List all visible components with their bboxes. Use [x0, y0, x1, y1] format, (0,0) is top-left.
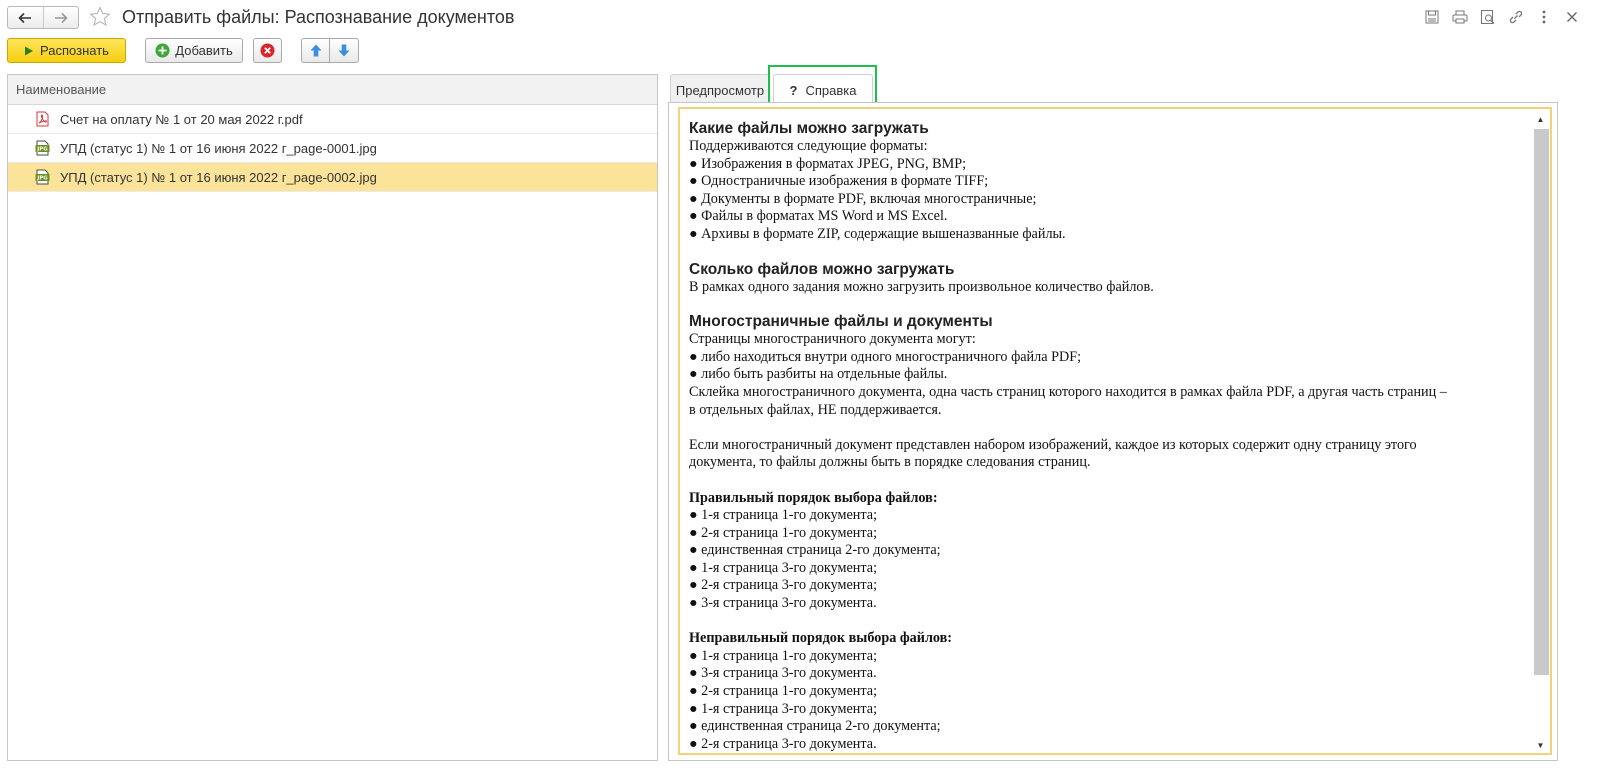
help-panel [668, 102, 1558, 761]
link-icon[interactable] [1507, 8, 1525, 26]
more-icon[interactable] [1535, 8, 1553, 26]
tab-help-label: Справка [805, 82, 857, 98]
help-list-item: ● 1-я страница 3-го документа; [689, 700, 878, 717]
move-down-button[interactable] [329, 38, 359, 63]
window-title: Отправить файлы: Распознавание документов [122, 7, 515, 27]
section-title: Многостраничные файлы и документы [689, 313, 993, 331]
recognize-label: Распознать [40, 43, 109, 58]
move-up-button[interactable] [301, 38, 330, 63]
help-document[interactable] [678, 107, 1552, 755]
navigation-buttons [7, 6, 79, 29]
help-text: Если многостраничный документ представлен набором изображений, каждое из которых содержит одну страницу этого [689, 436, 1417, 453]
vertical-scrollbar[interactable] [1533, 113, 1548, 751]
arrow-right-icon [54, 12, 68, 24]
help-list-item: ● 1-я страница 1-го документа; [689, 647, 878, 664]
subsection-title [689, 490, 1527, 508]
svg-text:JPG: JPG [36, 146, 48, 153]
title-bar [0, 0, 1601, 36]
back-button[interactable] [8, 7, 43, 28]
help-list-item: ● Файлы в форматах MS Word и MS Excel. [689, 208, 948, 225]
preview-icon[interactable] [1479, 8, 1497, 26]
forward-button[interactable] [43, 7, 78, 28]
help-list-item: ● 3-я страница 3-го документа. [689, 665, 877, 682]
section-title: Какие файлы можно загружать [689, 120, 929, 137]
add-label: Добавить [175, 43, 233, 58]
column-header-name[interactable]: Наименование [8, 75, 657, 105]
file-name: УПД (статус 1) № 1 от 16 июня 2022 г_page-0002.jpg [60, 169, 377, 185]
arrow-down-icon [338, 44, 350, 57]
subsection-title [689, 630, 1527, 648]
scroll-down-icon[interactable]: ▼ [1536, 740, 1545, 750]
scroll-thumb[interactable] [1534, 129, 1549, 675]
right-tabs [668, 74, 1558, 103]
delete-icon [260, 43, 275, 58]
delete-button[interactable] [253, 38, 282, 63]
add-icon [155, 43, 170, 58]
help-content [689, 119, 1527, 753]
list-item[interactable] [8, 134, 657, 163]
favorite-star-icon[interactable] [88, 5, 112, 29]
help-text: В рамках одного задания можно загрузить произвольное количество файлов. [689, 278, 1154, 295]
help-list-item: ● 2-я страница 3-го документа; [689, 577, 878, 594]
help-list-item: ● 1-я страница 1-го документа; [689, 507, 878, 524]
command-bar [0, 37, 1601, 65]
arrow-up-icon [310, 44, 322, 57]
help-text: Поддерживаются следующие форматы: [689, 138, 928, 154]
help-list-item: ● 1-я страница 3-го документа; [689, 559, 878, 576]
help-list-item: ● 2-я страница 1-го документа; [689, 683, 878, 700]
scroll-up-icon[interactable]: ▲ [1536, 114, 1545, 124]
recognize-button[interactable] [7, 38, 126, 63]
arrow-left-icon [18, 12, 32, 24]
help-list-item: ● 2-я страница 1-го документа; [689, 524, 878, 541]
file-list [7, 74, 658, 761]
help-list-item: ● Одностраничные изображения в формате TIFF; [689, 173, 989, 190]
help-text: Страницы многостраничного документа могут: [689, 331, 976, 348]
help-list-item: ● единственная страница 2-го документа; [689, 718, 941, 735]
play-icon [24, 46, 34, 56]
wrong-order-title: Неправильный порядок выбора файлов: [689, 630, 953, 647]
add-button[interactable] [145, 38, 243, 63]
help-text: в отдельных файлах, НЕ поддерживается. [689, 401, 942, 418]
svg-text:JPG: JPG [36, 175, 48, 182]
help-text: документа, то файлы должны быть в порядке следования страниц. [689, 454, 1091, 471]
help-icon: ? [789, 82, 798, 98]
correct-order-title: Правильный порядок выбора файлов: [689, 489, 938, 506]
help-list-item: ● Архивы в формате ZIP, содержащие вышеназванные файлы. [689, 225, 1066, 242]
window-toolbar [1423, 8, 1581, 26]
tab-preview[interactable]: Предпросмотр [670, 74, 770, 103]
print-icon[interactable] [1451, 8, 1469, 26]
help-list-item: ● либо быть разбиты на отдельные файлы. [689, 366, 948, 383]
help-list-item: ● 3-я страница 3-го документа. [689, 595, 877, 612]
save-icon[interactable] [1423, 8, 1441, 26]
list-item-selected[interactable] [8, 163, 657, 192]
file-name: УПД (статус 1) № 1 от 16 июня 2022 г_page-0001.jpg [60, 140, 377, 156]
help-list-item: ● либо находиться внутри одного многостраничного файла PDF; [689, 348, 1082, 365]
pdf-file-icon [34, 111, 50, 127]
close-icon[interactable] [1563, 8, 1581, 26]
help-list-item: ● единственная страница 2-го документа; [689, 542, 941, 559]
file-name: Счет на оплату № 1 от 20 мая 2022 г.pdf [60, 111, 303, 127]
tab-help[interactable] [773, 74, 873, 103]
jpg-file-icon [34, 140, 50, 156]
list-item[interactable] [8, 105, 657, 134]
help-list-item: ● 2-я страница 3-го документа. [689, 735, 877, 752]
help-list-item: ● Документы в формате PDF, включая многостраничные; [689, 190, 1037, 207]
jpg-file-icon [34, 169, 50, 185]
help-text: Склейка многостраничного документа, одна часть страниц которого находится в рамках файла PDF, а другая часть страниц – [689, 383, 1447, 400]
section-title: Сколько файлов можно загружать [689, 260, 955, 278]
help-list-item: ● Изображения в форматах JPEG, PNG, BMP; [689, 155, 967, 172]
